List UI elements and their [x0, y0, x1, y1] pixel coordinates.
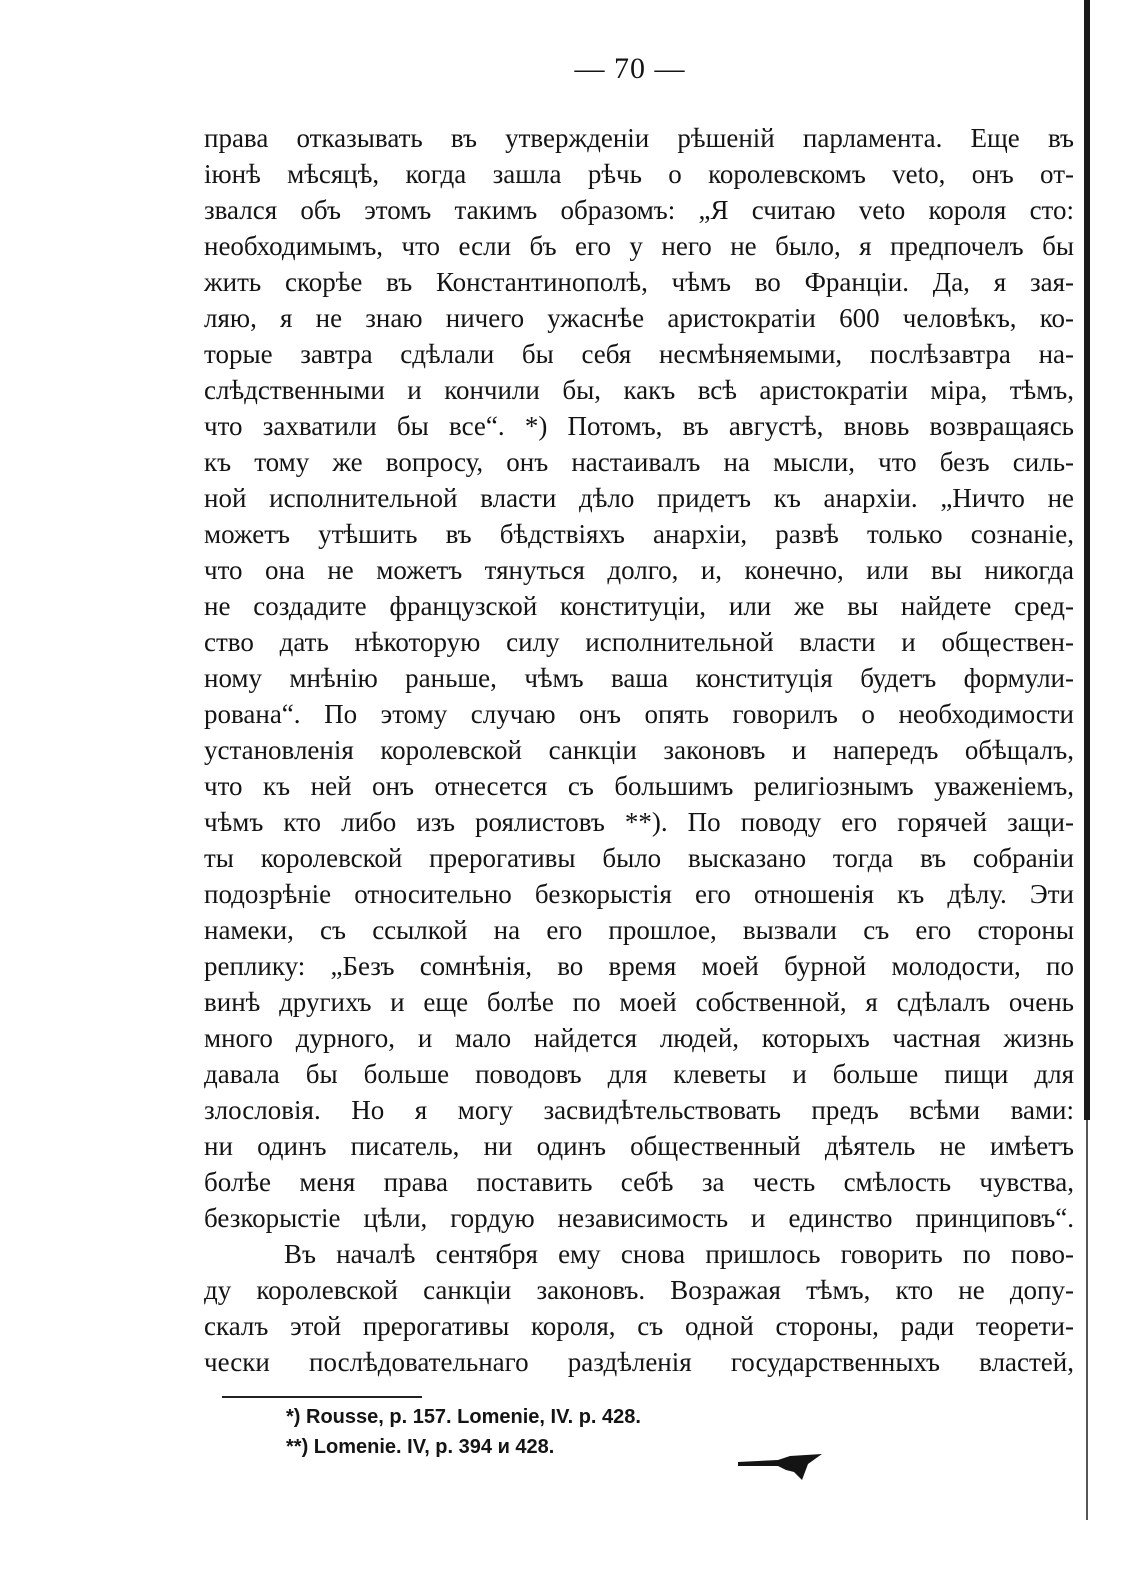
text-line: реплику: „Безъ сомнѣнія, во время моей бурной молодости, по	[204, 951, 1074, 981]
text-line: къ тому же вопросу, онъ настаивалъ на мысли, что безъ силь-	[204, 447, 1074, 477]
text-line: что къ ней онъ отнесется съ большимъ религіознымъ уваженіемъ,	[204, 771, 1074, 801]
text-line: слѣдственными и кончили бы, какъ всѣ аристократіи міра, тѣмъ,	[204, 375, 1074, 405]
text-line: не создадите французской конституціи, или же вы найдете сред-	[204, 591, 1074, 621]
scan-edge-line	[1084, 0, 1090, 1120]
text-line: намеки, съ ссылкой на его прошлое, вызвали съ его стороны	[204, 915, 1074, 945]
text-line: ду королевской санкціи законовъ. Возражая тѣмъ, кто не допу-	[204, 1275, 1074, 1305]
page-number: — 70 —	[574, 52, 686, 85]
footnote-1: *) Rousse, p. 157. Lomenie, IV. p. 428.	[286, 1406, 641, 1428]
text-line: ному мнѣнію раньше, чѣмъ ваша конституція будетъ формули-	[204, 663, 1074, 693]
text-line: чѣмъ кто либо изъ роялистовъ **). По поводу его горячей защи-	[204, 807, 1074, 837]
text-line: что она не можетъ тянуться долго, и, конечно, или вы никогда	[204, 555, 1074, 585]
text-line: чески послѣдовательнаго раздѣленія государственныхъ властей,	[204, 1347, 1074, 1377]
text-line: жить скорѣе въ Константинополѣ, чѣмъ во Франціи. Да, я зая-	[204, 267, 1074, 297]
text-line: ство дать нѣкоторую силу исполнительной власти и обществен-	[204, 627, 1074, 657]
text-line: злословія. Но я могу засвидѣтельствовать предъ всѣми вами:	[204, 1095, 1074, 1125]
hand-pointer-ornament-icon	[738, 1448, 822, 1484]
scan-edge-line-lower	[1086, 1120, 1088, 1520]
text-line: ты королевской прерогативы было высказано тогда въ собраніи	[204, 843, 1074, 873]
text-line: винѣ другихъ и еще болѣе по моей собственной, я сдѣлалъ очень	[204, 987, 1074, 1017]
text-line: болѣе меня права поставить себѣ за честь смѣлость чувства,	[204, 1167, 1074, 1197]
body-text	[204, 120, 1074, 1380]
text-line: подозрѣніе относительно безкорыстія его отношенія къ дѣлу. Эти	[204, 879, 1074, 909]
text-line: права отказывать въ утвержденіи рѣшеній парламента. Еще въ	[204, 123, 1074, 153]
text-line: давала бы больше поводовъ для клеветы и больше пищи для	[204, 1059, 1074, 1089]
text-line: ляю, я не знаю ничего ужаснѣе аристократіи 600 человѣкъ, ко-	[204, 303, 1074, 333]
text-line: что захватили бы все“. *) Потомъ, въ августѣ, вновь возвращаясь	[204, 411, 1074, 441]
text-line: рована“. По этому случаю онъ опять говорилъ о необходимости	[204, 699, 1074, 729]
footnote-rule	[222, 1396, 422, 1398]
text-line: ни одинъ писатель, ни одинъ общественный дѣятель не имѣетъ	[204, 1131, 1074, 1161]
text-line: звался объ этомъ такимъ образомъ: „Я считаю veto короля сто:	[204, 195, 1074, 225]
text-line: безкорыстіе цѣли, гордую независимость и единство принциповъ“.	[204, 1203, 1074, 1233]
text-line: ной исполнительной власти дѣло придетъ къ анархіи. „Ничто не	[204, 483, 1074, 513]
text-line: скалъ этой прерогативы короля, съ одной стороны, ради теорети-	[204, 1311, 1074, 1341]
text-line: можетъ утѣшить въ бѣдствіяхъ анархіи, развѣ только сознаніе,	[204, 519, 1074, 549]
paragraph-first-line: Въ началѣ сентября ему снова пришлось говорить по пово-	[284, 1239, 1074, 1269]
footnote-2: **) Lomenie. IV, p. 394 и 428.	[286, 1436, 555, 1458]
text-line: установленія королевской санкціи законовъ и напередъ обѣщалъ,	[204, 735, 1074, 765]
text-line: необходимымъ, что если бъ его у него не было, я предпочелъ бы	[204, 231, 1074, 261]
text-line: торые завтра сдѣлали бы себя несмѣняемыми, послѣзавтра на-	[204, 339, 1074, 369]
text-line: іюнѣ мѣсяцѣ, когда зашла рѣчь о королевскомъ veto, онъ от-	[204, 159, 1074, 189]
text-line: много дурного, и мало найдется людей, которыхъ частная жизнь	[204, 1023, 1074, 1053]
